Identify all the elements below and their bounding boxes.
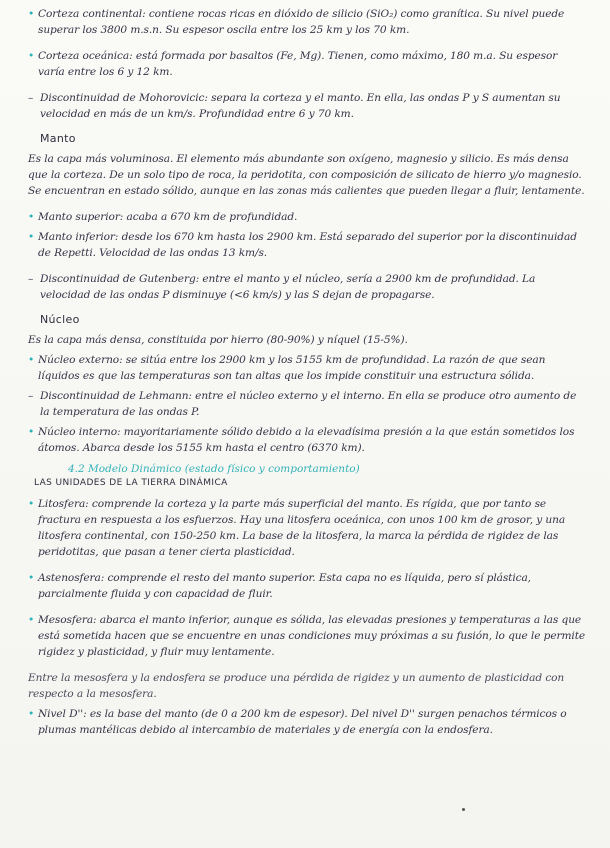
list-item: • Nivel D'': es la base del manto (de 0 a 200 km de espesor). Del nivel D'' surgen penachos térmicos o plumas mantélicas debido al intercambio de materiales y de energía con la endosfera. [28,708,567,736]
paragraph: Entre la mesosfera y la endosfera se produce una pérdida de rigidez y un aumento de plasticidad con respecto a la mesosfera. [28,672,565,700]
ink-dot [462,808,465,811]
list-item: • Núcleo interno: mayoritariamente sólido debido a la elevadísima presión a la que están sometidos los átomos. Abarca desde los 5155 km hasta el centro (6370 km). [28,426,575,454]
bullet-icon: • [28,614,35,626]
list-item: • Mesosfera: abarca el manto inferior, aunque es sólida, las elevadas presiones y temperaturas a las que está sometida hacen que se encuentre en unas condiciones muy próximas a su fusión, lo que le permite rigidez y plasticidad, y fluir muy lentamente. [28,614,586,658]
list-item: • Astenosfera: comprende el resto del manto superior. Esta capa no es líquida, pero sí plástica, parcialmente fluida y con capacidad de fluir. [28,572,531,600]
list-item: • Corteza continental: contiene rocas ricas en dióxido de silicio (SiO₂) como granítica. Su nivel puede superar los 3800 m.s.n. Su espesor oscila entre los 25 km y los 70 km. [28,8,565,36]
bullet-icon: • [28,426,35,438]
list-item: • Manto superior: acaba a 670 km de profundidad. [28,211,298,223]
bullet-icon: • [28,8,35,20]
bullet-icon: • [28,572,35,584]
bullet-icon: • [28,354,35,366]
list-item: – Discontinuidad de Mohorovicic: separa la corteza y el manto. En ella, las ondas P y S aumentan su velocidad en más de un km/s. Profundidad entre 6 y 70 km. [28,92,561,120]
section-heading-manto: Manto [40,132,76,145]
list-item: • Litosfera: comprende la corteza y la parte más superficial del manto. Es rígida, que por tanto se fractura en respuesta a los esfuerzos. Hay una litosfera oceánica, con unos 100 km de grosor, y una litosfera continental, con 150-250 km. La base de la litosfera, la marca la pérdida de rigidez de las peridotitas, que pasan a tener cierta plasticidad. [28,498,566,558]
bullet-icon: • [28,50,35,62]
dash-icon: – [28,390,34,402]
paragraph: Es la capa más densa, constituida por hierro (80-90%) y níquel (15-5%). [28,334,408,346]
dash-icon: – [28,273,34,285]
list-item: • Manto inferior: desde los 670 km hasta los 2900 km. Está separado del superior por la discontinuidad de Repetti. Velocidad de las ondas 13 km/s. [28,231,577,259]
list-item: – Discontinuidad de Lehmann: entre el núcleo externo y el interno. En ella se produce otro aumento de la temperatura de las ondas P. [28,390,577,418]
bullet-icon: • [28,231,35,243]
section-heading-dinamico: 4.2 Modelo Dinámico (estado físico y comportamiento) [68,463,360,475]
section-heading-nucleo: Núcleo [40,313,80,326]
dash-icon: – [28,92,34,104]
bullet-icon: • [28,211,35,223]
bullet-icon: • [28,498,35,510]
list-item: – Discontinuidad de Gutenberg: entre el manto y el núcleo, sería a 2900 km de profundidad. La velocidad de las ondas P disminuye (<6 km/s) y las S dejan de propagarse. [28,273,536,301]
subsection-heading: LAS UNIDADES DE LA TIERRA DINÁMICA [34,478,228,488]
list-item: • Núcleo externo: se sitúa entre los 2900 km y los 5155 km de profundidad. La razón de que sean líquidos es que las temperaturas son tan altas que los impide constituir una estructura sólida. [28,354,546,382]
list-item: • Corteza oceánica: está formada por basaltos (Fe, Mg). Tienen, como máximo, 180 m.a. Su espesor varía entre los 6 y 12 km. [28,50,558,78]
paragraph: Es la capa más voluminosa. El elemento más abundante son oxígeno, magnesio y silicio. Es más densa que la corteza. De un solo tipo de roca, la peridotita, con composición de silicato de hierro y/o magnesio. Se encuentran en estado sólido, aunque en las zonas más calientes que pueden llegar a fluir, lentamente. [28,153,585,197]
bullet-icon: • [28,708,35,720]
